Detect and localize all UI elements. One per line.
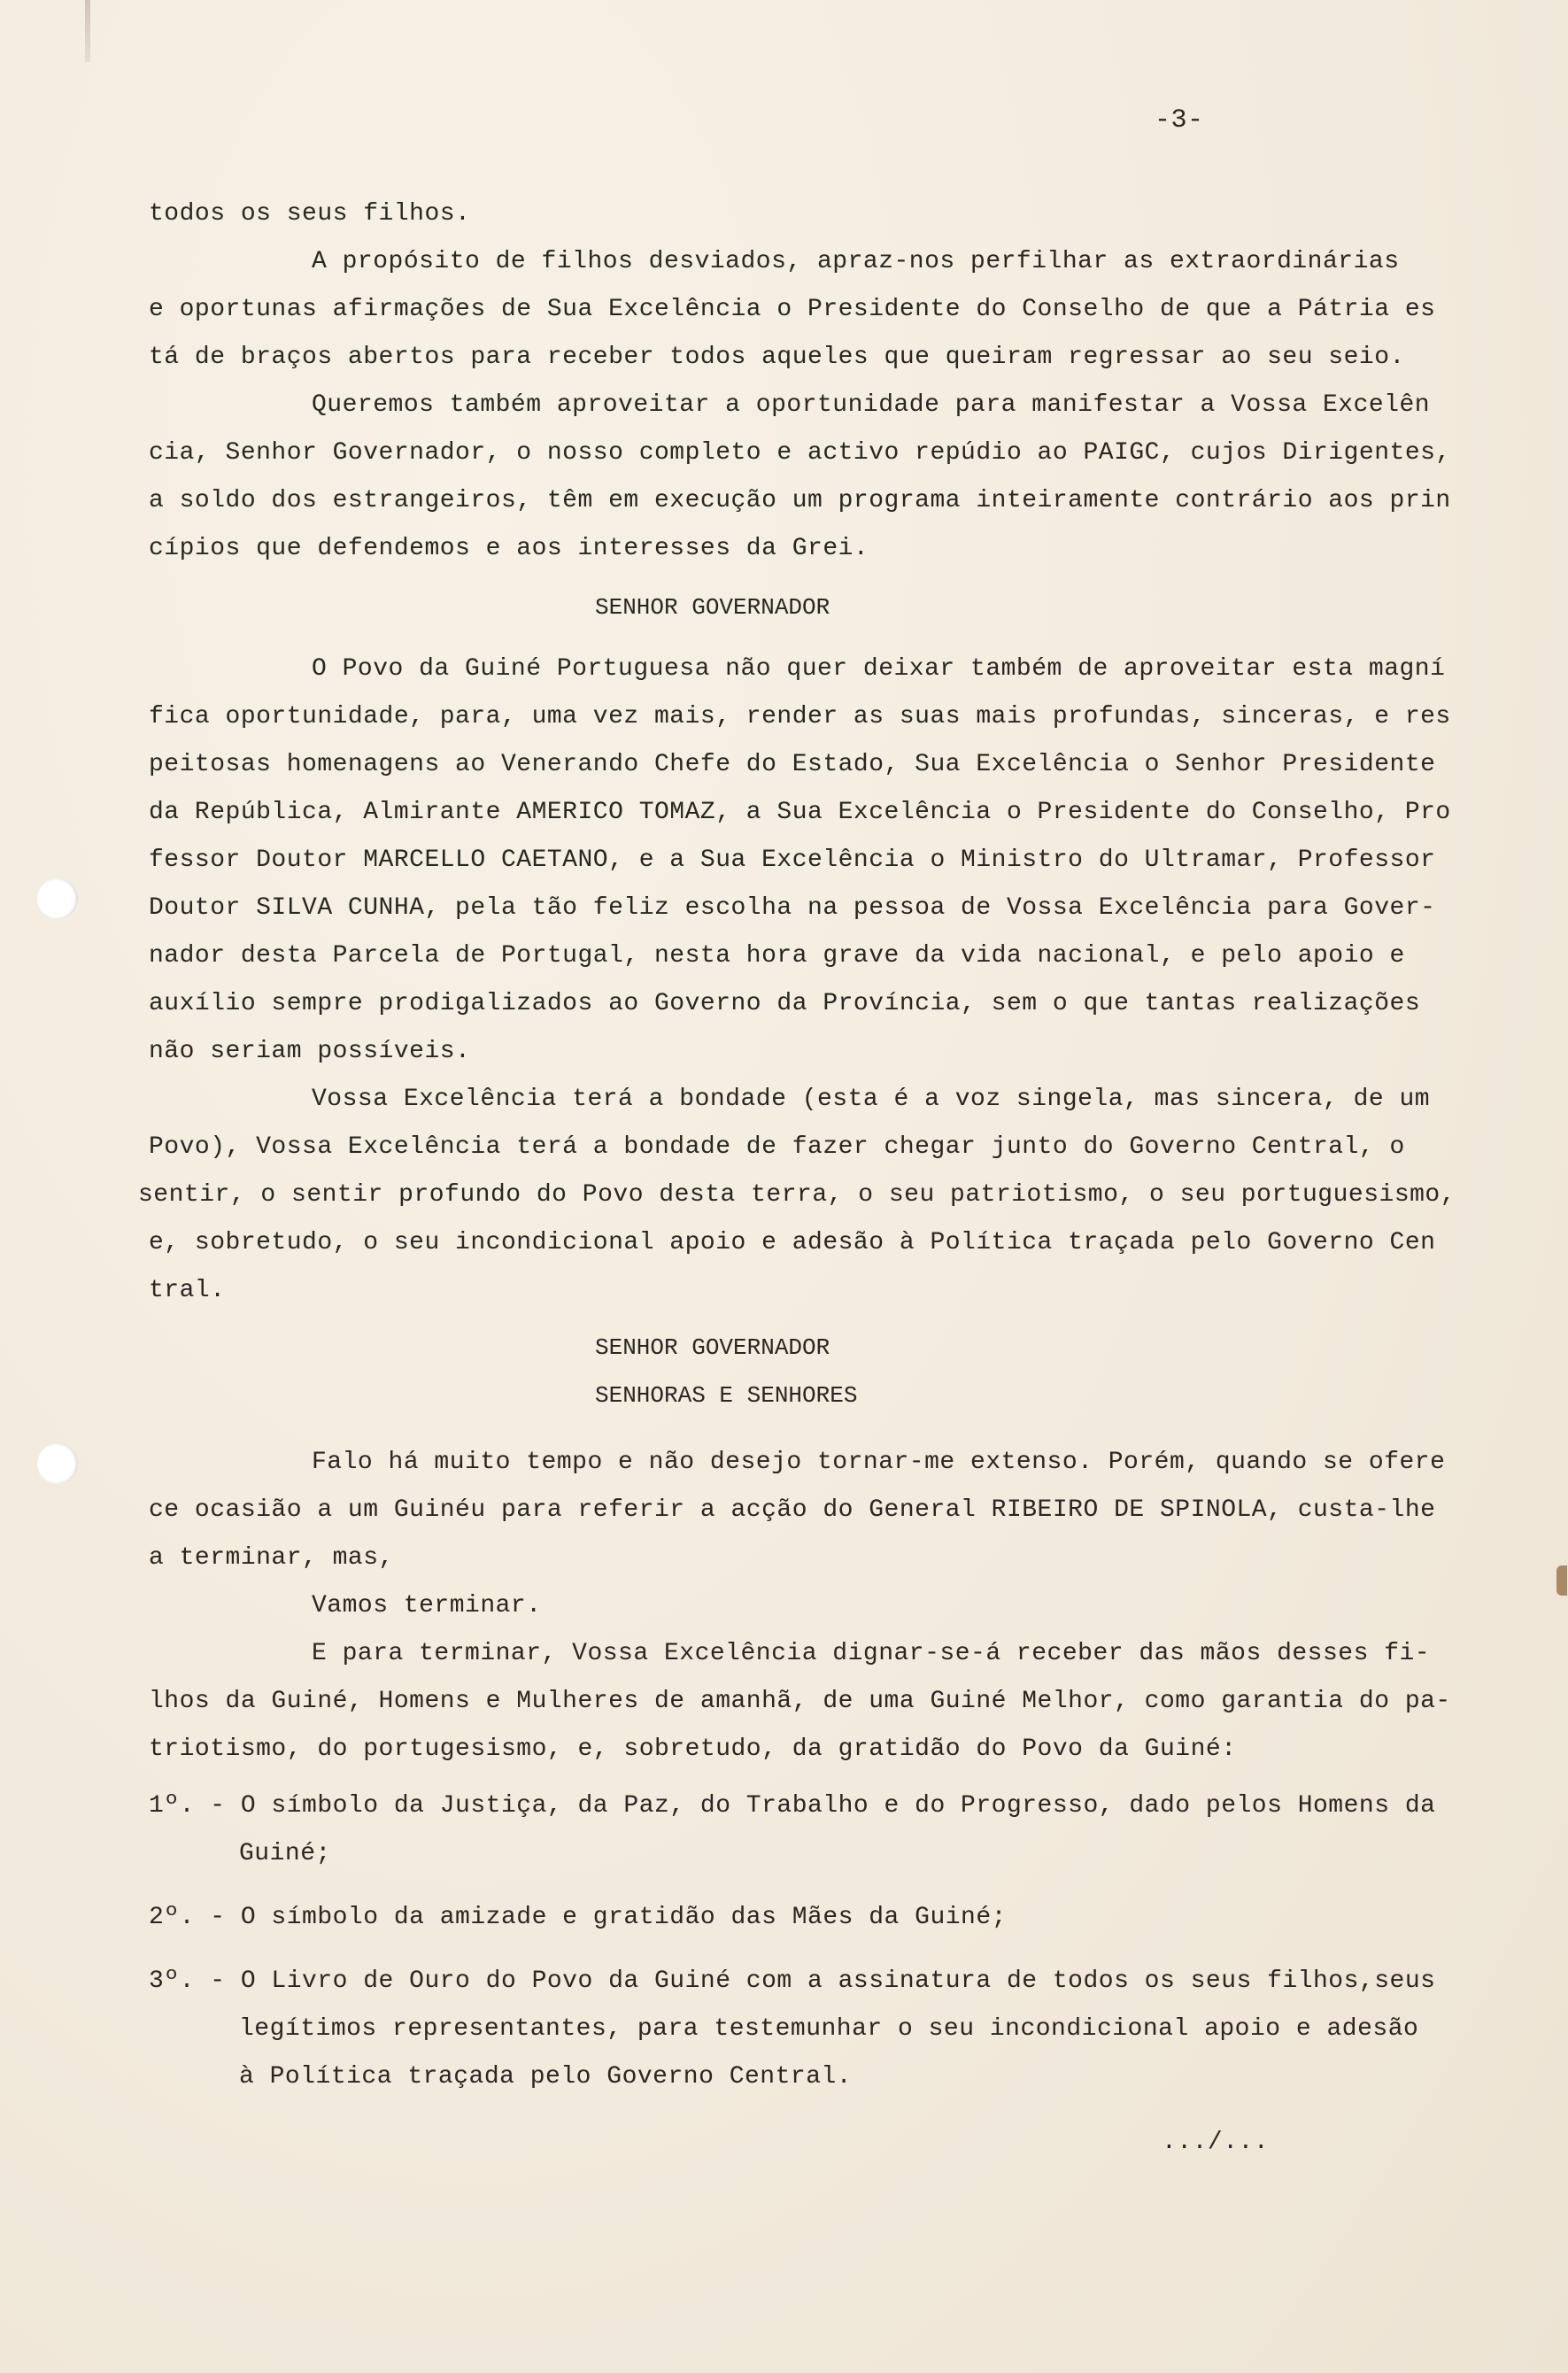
text-line: tá de braços abertos para receber todos aqueles que queiram regressar ao seu seio. xyxy=(149,344,1405,371)
text-line: O Povo da Guiné Portuguesa não quer deixar também de aproveitar esta magní xyxy=(312,655,1446,683)
text-line: cípios que defendemos e aos interesses da Grei. xyxy=(149,535,869,562)
text-line: cia, Senhor Governador, o nosso completo e activo repúdio ao PAIGC, cujos Dirigentes, xyxy=(149,439,1451,467)
section-heading: SENHOR GOVERNADOR xyxy=(595,594,830,621)
list-item-continuation: Guiné; xyxy=(239,1840,331,1867)
text-line: auxílio sempre prodigalizados ao Governo da Província, sem o que tantas realizações xyxy=(149,990,1421,1017)
list-item-continuation: à Política traçada pelo Governo Central. xyxy=(239,2063,853,2091)
text-line: Povo), Vossa Excelência terá a bondade de fazer chegar junto do Governo Central, o xyxy=(149,1133,1405,1161)
text-line: Queremos também aproveitar a oportunidade para manifestar a Vossa Excelên xyxy=(312,391,1431,419)
continuation-marker: .../... xyxy=(1162,2129,1270,2156)
section-heading: SENHORAS E SENHORES xyxy=(595,1382,858,1409)
text-line: Vossa Excelência terá a bondade (esta é a voz singela, mas sincera, de um xyxy=(312,1086,1431,1113)
text-line: Falo há muito tempo e não desejo tornar-me extenso. Porém, quando se ofere xyxy=(312,1449,1446,1476)
page-number: -3- xyxy=(1155,105,1204,135)
text-line: ce ocasião a um Guinéu para referir a acção do General RIBEIRO DE SPINOLA, custa-lhe xyxy=(149,1496,1436,1524)
text-line: não seriam possíveis. xyxy=(149,1038,471,1065)
text-line: e, sobretudo, o seu incondicional apoio e adesão à Política traçada pelo Governo Cen xyxy=(149,1229,1436,1256)
list-item: 1º. - O símbolo da Justiça, da Paz, do Trabalho e do Progresso, dado pelos Homens da xyxy=(149,1792,1436,1820)
text-line: a terminar, mas, xyxy=(149,1544,394,1572)
text-line: fica oportunidade, para, uma vez mais, render as suas mais profundas, sinceras, e res xyxy=(149,703,1451,730)
paper-edge-mark xyxy=(85,0,90,62)
text-line: lhos da Guiné, Homens e Mulheres de amanhã, de uma Guiné Melhor, como garantia do pa- xyxy=(149,1688,1451,1715)
list-item-continuation: legítimos representantes, para testemunhar o seu incondicional apoio e adesão xyxy=(239,2015,1419,2043)
text-line: nador desta Parcela de Portugal, nesta hora grave da vida nacional, e pelo apoio e xyxy=(149,942,1405,970)
text-line: da República, Almirante AMERICO TOMAZ, a Sua Excelência o Presidente do Conselho, Pro xyxy=(149,799,1451,826)
text-line: todos os seus filhos. xyxy=(149,200,471,228)
binder-tab xyxy=(1556,1565,1567,1596)
text-line: E para terminar, Vossa Excelência dignar-se-á receber das mãos desses fi- xyxy=(312,1640,1431,1667)
section-heading: SENHOR GOVERNADOR xyxy=(595,1334,830,1361)
text-line: fessor Doutor MARCELLO CAETANO, e a Sua Excelência o Ministro do Ultramar, Professor xyxy=(149,846,1436,874)
text-line: a soldo dos estrangeiros, têm em execução um programa inteiramente contrário aos prin xyxy=(149,487,1451,514)
list-item: 3º. - O Livro de Ouro do Povo da Guiné com a assinatura de todos os seus filhos,seus xyxy=(149,1967,1436,1995)
text-line: sentir, o sentir profundo do Povo desta terra, o seu patriotismo, o seu portuguesismo, xyxy=(138,1181,1456,1209)
text-line: Doutor SILVA CUNHA, pela tão feliz escolha na pessoa de Vossa Excelência para Gover- xyxy=(149,894,1436,922)
punch-hole-bottom xyxy=(37,1443,78,1484)
text-line: e oportunas afirmações de Sua Excelência o Presidente do Conselho de que a Pátria es xyxy=(149,296,1436,323)
punch-hole-top xyxy=(37,878,78,919)
text-line: tral. xyxy=(149,1277,226,1304)
text-line: peitosas homenagens ao Venerando Chefe do Estado, Sua Excelência o Senhor Presidente xyxy=(149,751,1436,778)
text-line: Vamos terminar. xyxy=(312,1592,542,1619)
text-line: triotismo, do portugesismo, e, sobretudo, da gratidão do Povo da Guiné: xyxy=(149,1735,1237,1763)
list-item: 2º. - O símbolo da amizade e gratidão das Mães da Guiné; xyxy=(149,1904,1007,1931)
text-line: A propósito de filhos desviados, apraz-nos perfilhar as extraordinárias xyxy=(312,248,1400,275)
